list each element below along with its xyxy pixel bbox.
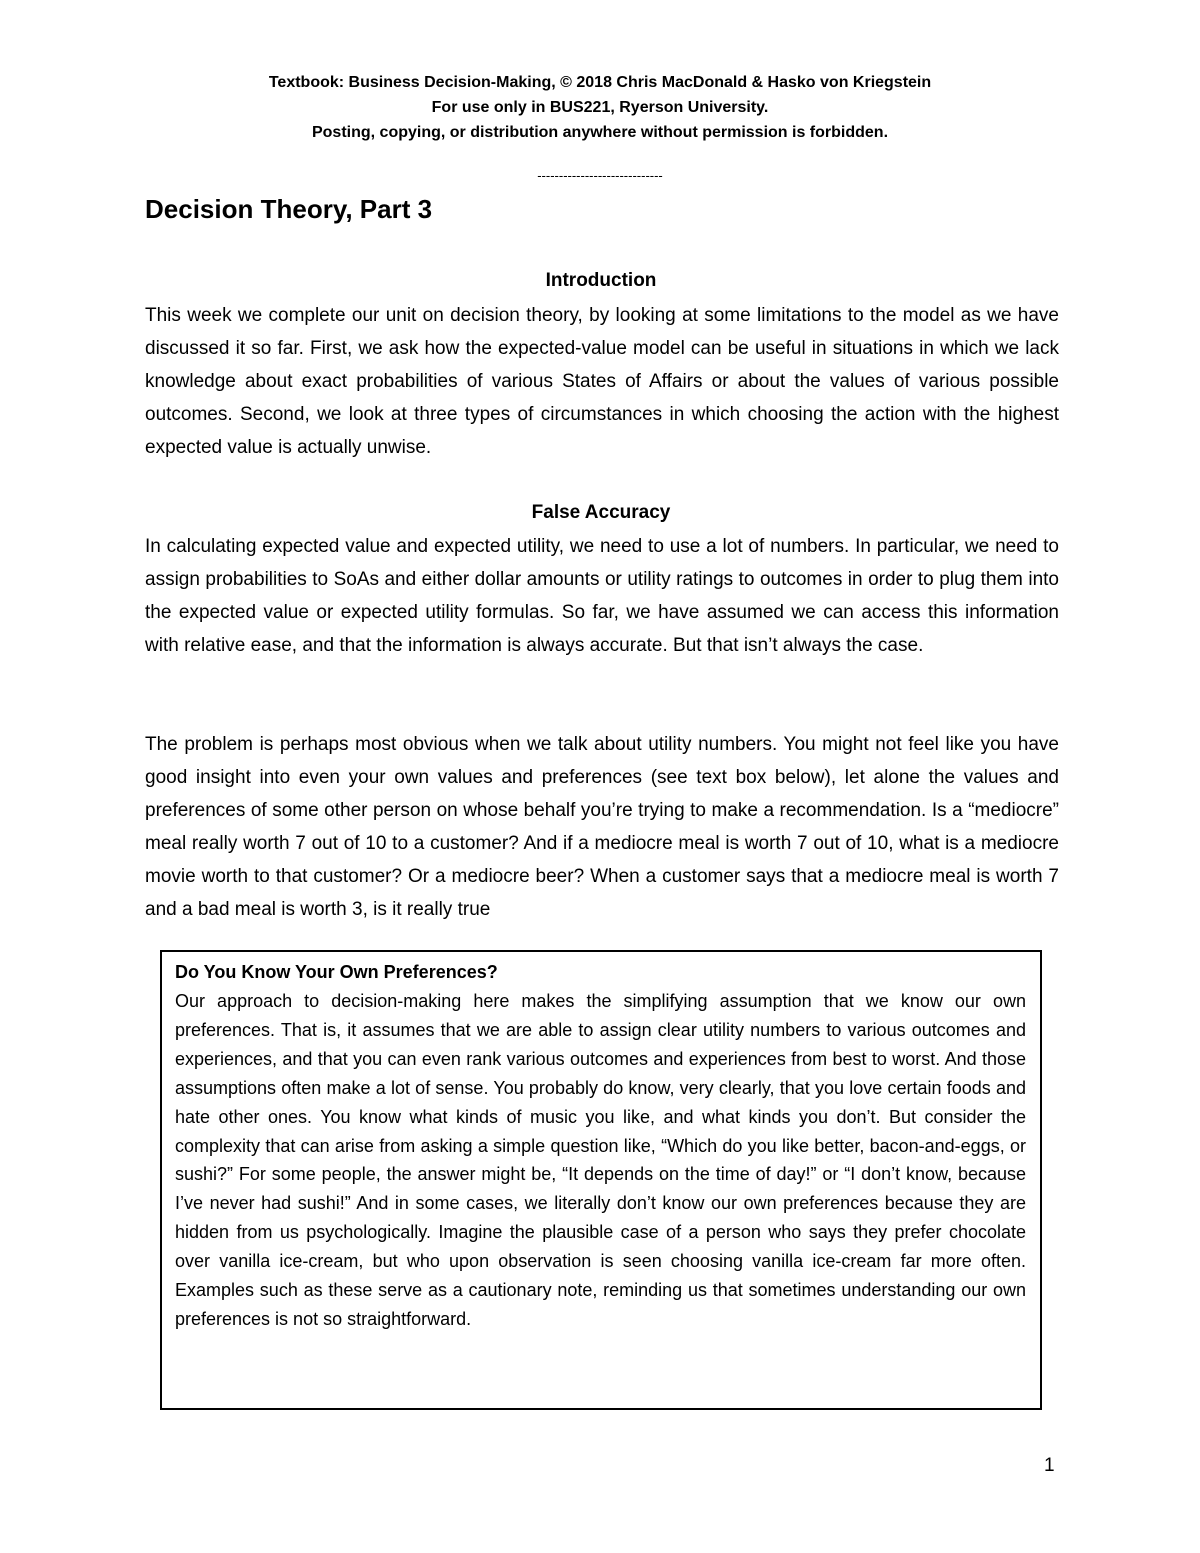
page-title: Decision Theory, Part 3 — [145, 194, 433, 224]
preferences-text-box — [160, 950, 1042, 1410]
header-line-permission: Posting, copying, or distribution anywhere without permission is forbidden. — [311, 124, 889, 141]
header-line-textbook: Textbook: Business Decision-Making, © 2018 Chris MacDonald & Hasko von Kriegstein — [268, 74, 932, 91]
copyright-header — [0, 70, 1200, 145]
paragraph-introduction: This week we complete our unit on decision theory, by looking at some limitations to the model as we have discussed it so far. First, we ask how the expected-value model can be useful in situations in which we lack knowledge about exact probabilities of various States of Affairs or about the values of various possible outcomes. Second, we look at three types of circumstances in which choosing the action with the highest expected value is actually unwise. — [145, 305, 1059, 458]
text-box-title: Do You Know Your Own Preferences? — [175, 962, 498, 982]
header-divider: ----------------------------- — [537, 168, 663, 183]
text-box-body: Our approach to decision-making here makes the simplifying assumption that we know our own preferences. That is, it assumes that we are able to assign clear utility numbers to various outcomes and experiences, and that you can even rank various outcomes and experiences from best to worst. And those assumptions often make a lot of sense. You probably do know, very clearly, that you love certain foods and hate other ones. You know what kinds of music you like, and what kinds you don’t. But consider the complexity that can arise from asking a simple question like, “Which do you like better, bacon-and-eggs, or sushi?” For some people, the answer might be, “It depends on the time of day!” or “I don’t know, because I’ve never had sushi!” And in some cases, we literally don’t know our own preferences because they are hidden from us psychologically. Imagine the plausible case of a person who says they prefer chocolate over vanilla ice-cream, but who upon observation is seen choosing vanilla ice-cream far more often. Examples such as these serve as a cautionary note, reminding us that sometimes understanding our own preferences is not so straightforward. — [175, 991, 1026, 1329]
paragraph-false-accuracy-2: The problem is perhaps most obvious when we talk about utility numbers. You might not feel like you have good insight into even your own values and preferences (see text box below), let alone the values and preferences of some other person on whose behalf you’re trying to make a recommendation. Is a “mediocre” meal really worth 7 out of 10 to a customer? And if a mediocre meal is worth 7 out of 10, what is a mediocre movie worth to that customer? Or a mediocre beer? When a customer says that a mediocre meal is worth 7 and a bad meal is worth 3, is it really true — [145, 734, 1059, 920]
paragraph-false-accuracy-1: In calculating expected value and expected utility, we need to use a lot of numbers. In particular, we need to assign probabilities to SoAs and either dollar amounts or utility ratings to outcomes in order to plug them into the expected value or expected utility formulas. So far, we have assumed we can access this information with relative ease, and that the information is always accurate. But that isn’t always the case. — [145, 536, 1059, 656]
heading-false-accuracy: False Accuracy — [531, 502, 671, 523]
page-number: 1 — [1044, 1455, 1055, 1476]
header-line-usage: For use only in BUS221, Ryerson University. — [431, 99, 769, 116]
heading-introduction: Introduction — [545, 270, 657, 291]
